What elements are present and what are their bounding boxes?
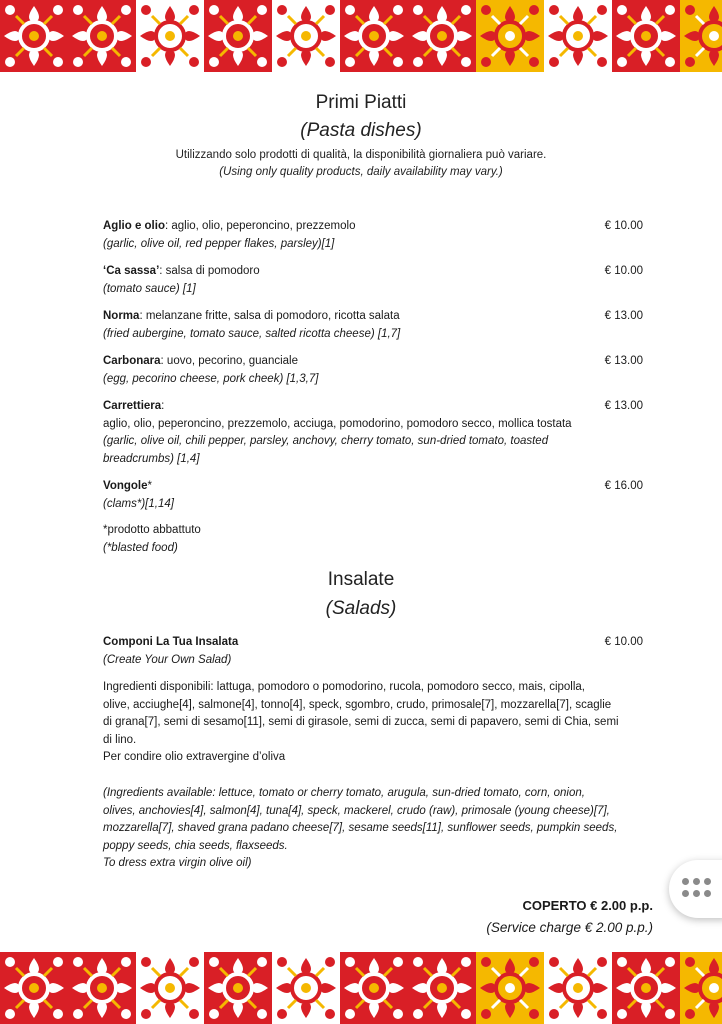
- item-name: Norma: [103, 310, 140, 322]
- primi-note-it: Utilizzando solo prodotti di qualità, la disponibilità giornaliera può variare.: [175, 149, 547, 161]
- ingredients-line-en: olives, anchovies[4], salmon[4], tuna[4], speck, mackerel, crudo (raw), primosale (young cheese)[7],: [103, 804, 610, 817]
- ingredients-line: di lino.: [103, 733, 137, 746]
- item-desc: : uovo, pecorino, guanciale: [160, 355, 298, 367]
- decorative-tile: [68, 0, 136, 72]
- top-tile-border: [0, 0, 722, 72]
- decorative-tile: [272, 952, 340, 1024]
- coperto-label: COPERTO € 2.00 p.p.: [522, 898, 653, 913]
- ingredients-line: olive, acciughe[4], salmone[4], tonno[4], speck, sgombro, crudo, primosale[7], mozzarella[7], scaglie: [103, 698, 612, 711]
- ingredients-line: di grana[7], semi di sesamo[11], semi di girasole, semi di zucca, semi di papavero, semi di Chia, semi: [103, 716, 619, 728]
- item-price: € 10.00: [604, 265, 643, 277]
- decorative-tile: [680, 0, 722, 72]
- decorative-tile: [544, 952, 612, 1024]
- item-desc-en: (tomato sauce) [1]: [103, 282, 196, 295]
- item-price: € 16.00: [604, 480, 643, 492]
- footnote-en: (*blasted food): [103, 541, 178, 554]
- decorative-tile: [204, 952, 272, 1024]
- decorative-tile: [136, 0, 204, 72]
- decorative-tile: [680, 952, 722, 1024]
- item-desc-en: (Create Your Own Salad): [103, 653, 232, 666]
- decorative-tile: [544, 0, 612, 72]
- item-price: € 10.00: [604, 220, 643, 232]
- item-desc: : aglio, olio, peperoncino, prezzemolo: [164, 220, 356, 232]
- decorative-tile: [476, 952, 544, 1024]
- menu-item-norma: [103, 308, 643, 343]
- ingredients-line: Per condire olio extravergine d’oliva: [103, 751, 286, 763]
- decorative-tile: [0, 952, 68, 1024]
- primi-title: Primi Piatti: [315, 92, 407, 113]
- item-desc: : salsa di pomodoro: [159, 265, 260, 277]
- service-charge-label: (Service charge € 2.00 p.p.): [486, 920, 653, 935]
- footnote: [103, 522, 643, 557]
- insalate-title: Insalate: [327, 569, 395, 590]
- item-name: ‘Ca sassa’: [103, 265, 160, 277]
- item-desc-en: (clams*)[1,14]: [103, 497, 174, 510]
- menu-page: [0, 72, 722, 952]
- item-name: Vongole: [103, 480, 148, 492]
- item-desc: :: [161, 400, 165, 412]
- ingredients-line: Ingredienti disponibili: lattuga, pomodoro o pomodorino, rucola, pomodoro secco, mais, cipolla,: [103, 681, 585, 693]
- decorative-tile: [204, 0, 272, 72]
- item-price: € 13.00: [604, 310, 643, 322]
- menu-item-vongole: [103, 478, 643, 513]
- ingredients-line-en: (Ingredients available: lettuce, tomato or cherry tomato, arugula, sun-dried tomato, corn, onion,: [103, 787, 585, 799]
- item-name: Aglio e olio: [103, 220, 165, 232]
- item-name: Componi La Tua Insalata: [103, 636, 239, 648]
- primi-subtitle: (Pasta dishes): [300, 120, 422, 141]
- decorative-tile: [272, 0, 340, 72]
- decorative-tile: [408, 0, 476, 72]
- ingredients-en: [103, 785, 643, 873]
- grid-dots-icon: [682, 878, 712, 898]
- item-desc: *: [147, 480, 152, 492]
- decorative-tile: [408, 952, 476, 1024]
- item-desc-en-continued: breadcrumbs) [1,4]: [103, 452, 200, 465]
- ingredients-line-en: mozzarella[7], shaved grana padano cheese[7], sesame seeds[11], sunflower seeds, pumpkin seeds,: [103, 822, 618, 834]
- menu-item-carrettiera: [103, 398, 643, 468]
- primi-note-en: (Using only quality products, daily availability may vary.): [219, 166, 503, 178]
- menu-item-aglio-olio: [103, 218, 643, 253]
- item-desc-en: (garlic, olive oil, red pepper flakes, parsley)[1]: [103, 237, 335, 250]
- decorative-tile: [612, 952, 680, 1024]
- decorative-tile: [68, 952, 136, 1024]
- menu-item-carbonara: [103, 353, 643, 388]
- menu-item-insalata: [103, 634, 643, 669]
- decorative-tile: [612, 0, 680, 72]
- item-name: Carrettiera: [103, 400, 162, 412]
- decorative-tile: [136, 952, 204, 1024]
- item-price: € 13.00: [604, 400, 643, 412]
- insalate-subtitle: (Salads): [325, 598, 397, 619]
- item-name: Carbonara: [103, 355, 161, 367]
- item-price: € 13.00: [604, 355, 643, 367]
- item-desc: : melanzane fritte, salsa di pomodoro, ricotta salata: [139, 310, 400, 322]
- ingredients-it: [103, 679, 643, 767]
- ingredients-line-en: To dress extra virgin olive oil): [103, 857, 252, 869]
- bottom-tile-border: [0, 952, 722, 1024]
- decorative-tile: [340, 952, 408, 1024]
- item-desc-en: (egg, pecorino cheese, pork cheek) [1,3,7]: [103, 372, 319, 385]
- item-desc-en: (fried aubergine, tomato sauce, salted ricotta cheese) [1,7]: [103, 327, 401, 340]
- decorative-tile: [476, 0, 544, 72]
- item-desc-continued: aglio, olio, peperoncino, prezzemolo, acciuga, pomodorino, pomodoro secco, mollica tostata: [103, 417, 572, 430]
- item-price: € 10.00: [604, 636, 643, 648]
- footnote-it: *prodotto abbattuto: [103, 524, 201, 536]
- decorative-tile: [340, 0, 408, 72]
- floating-menu-button[interactable]: [669, 860, 722, 918]
- decorative-tile: [0, 0, 68, 72]
- item-desc-en: (garlic, olive oil, chili pepper, parsley, anchovy, cherry tomato, sun-dried tomato, toasted: [103, 435, 549, 447]
- menu-item-ca-sassa: [103, 263, 643, 298]
- ingredients-line-en: poppy seeds, chia seeds, flaxseeds.: [103, 839, 288, 852]
